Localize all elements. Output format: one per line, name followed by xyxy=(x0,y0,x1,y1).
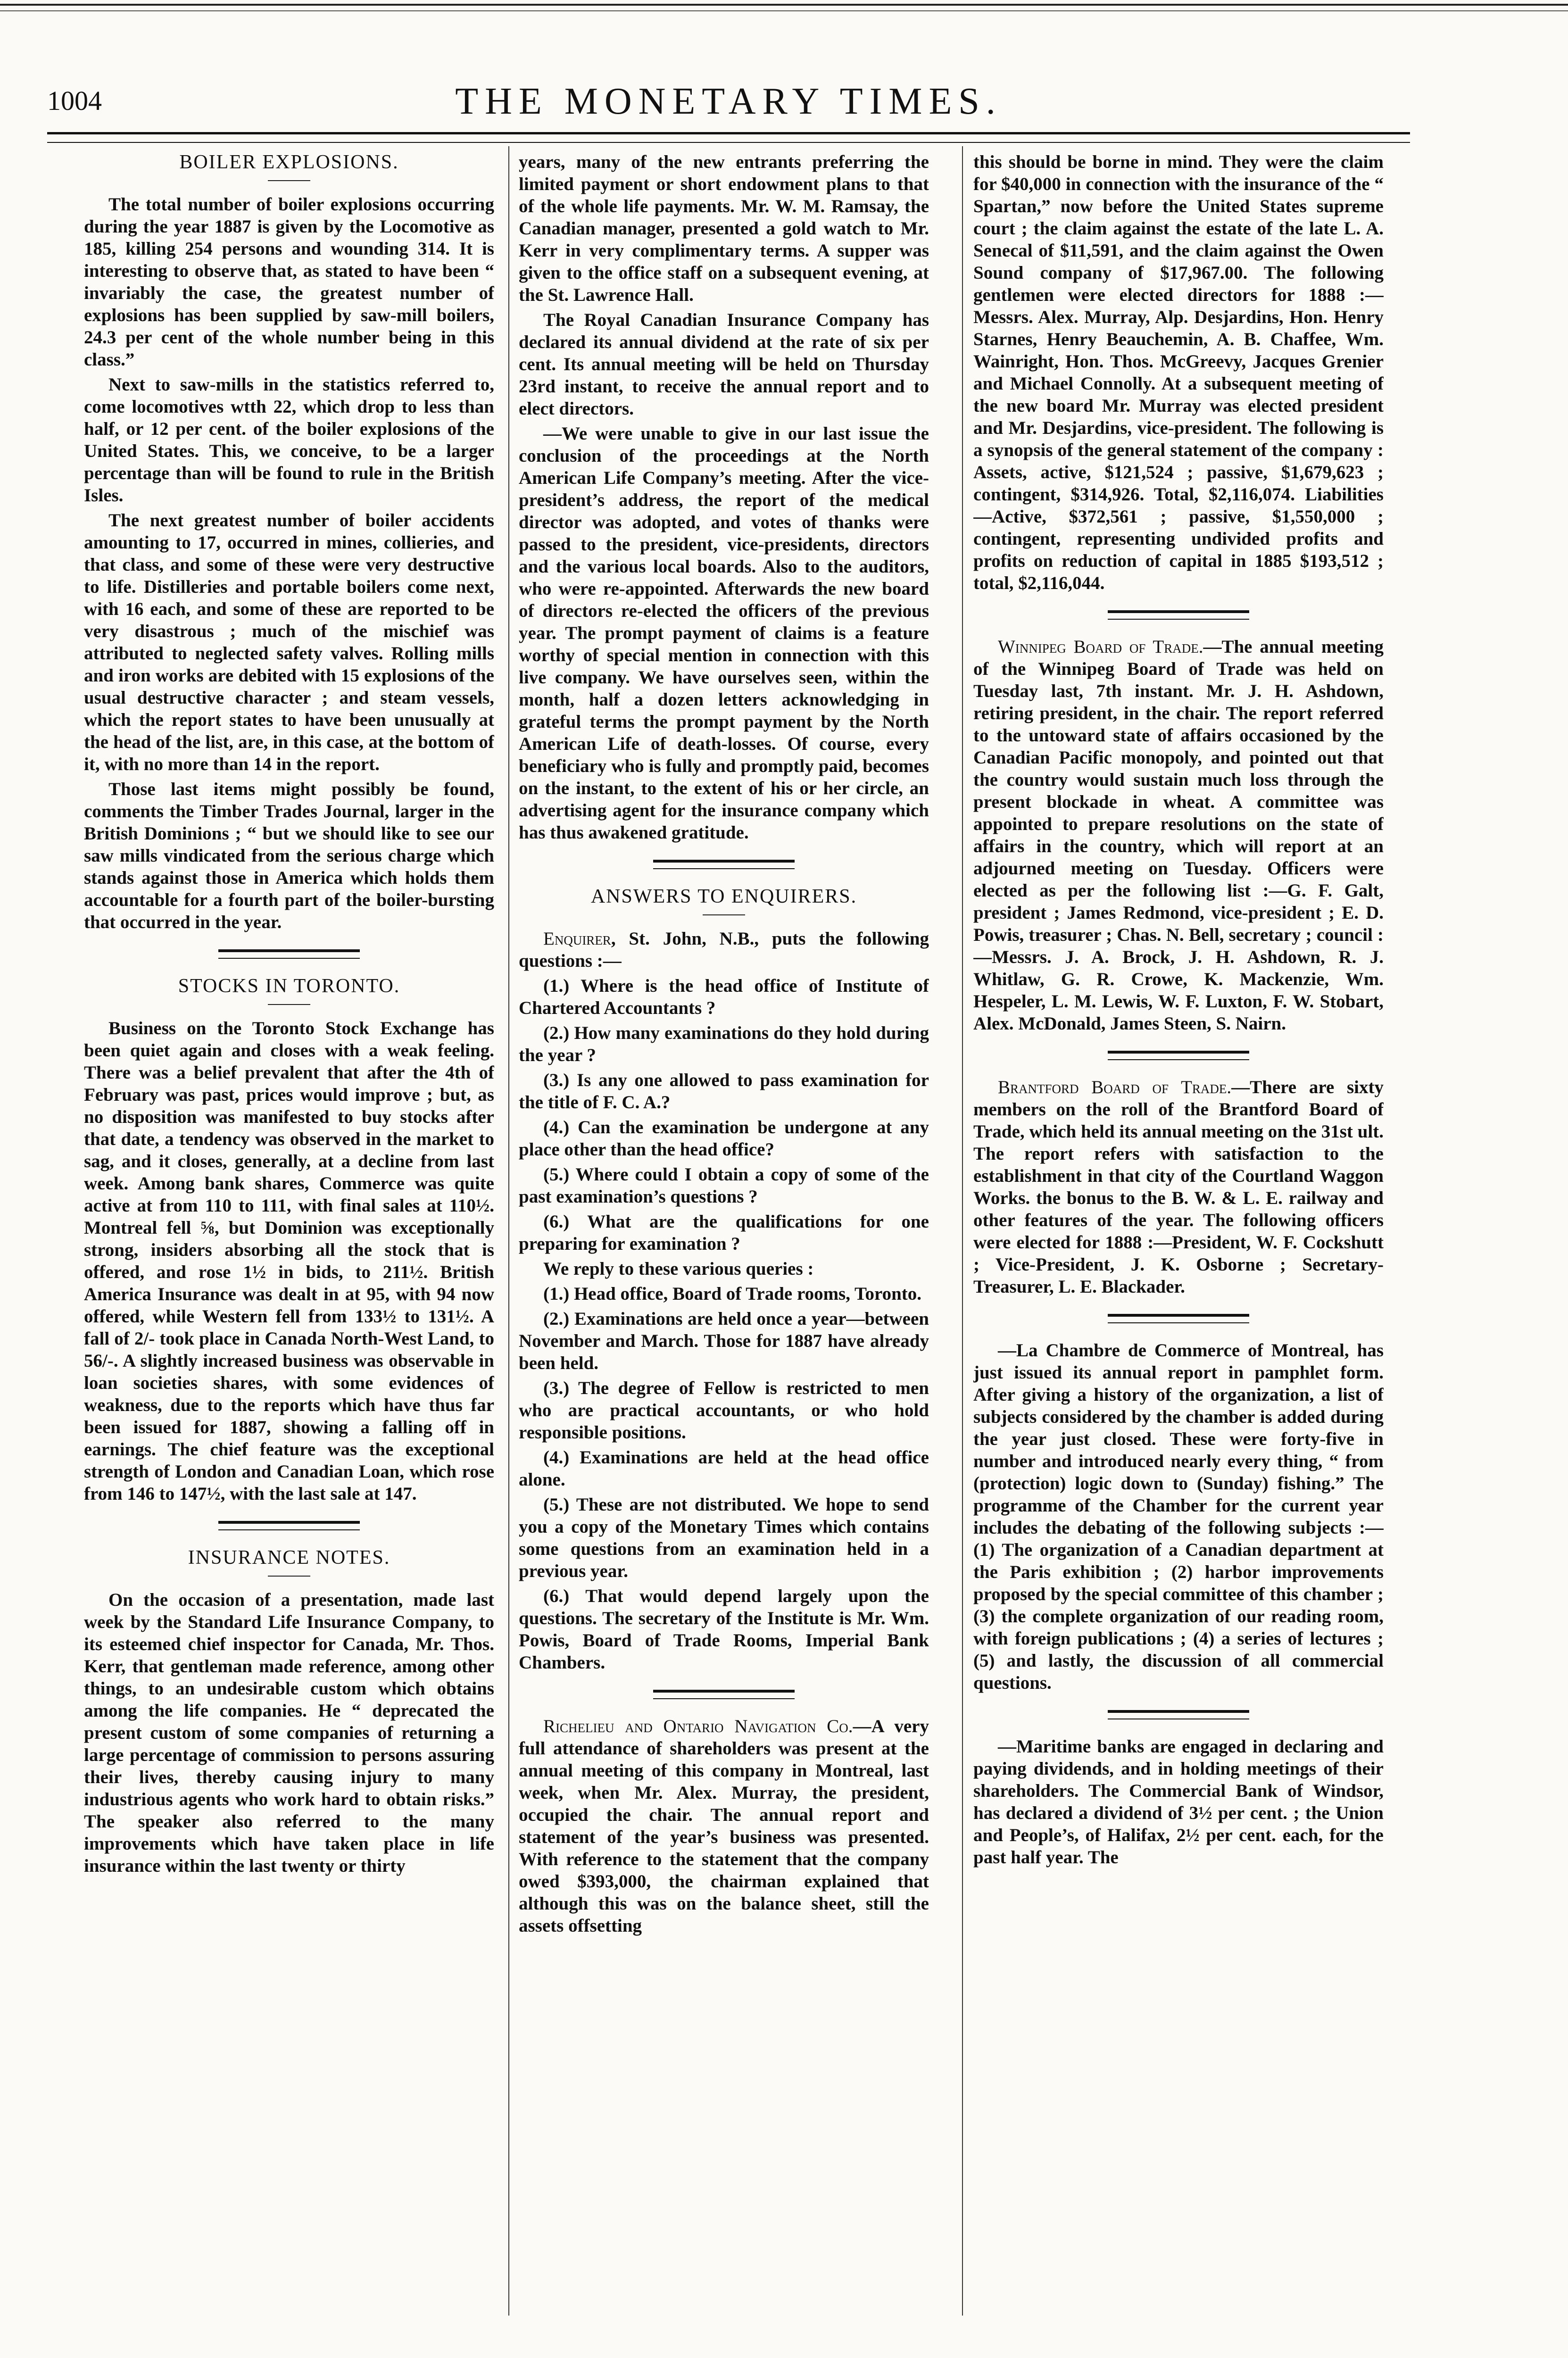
paragraph: years, many of the new entrants preferring the limited payment or short endowment plans to that of the whole life payments. Mr. W. M. Ramsay, the Canadian manager, presented a gold watch to Mr. Kerr in very complimentary terms. A supper was given to the office staff on a subsequent evening, at the St. Lawrence Hall. xyxy=(519,152,929,305)
reply-intro: We reply to these various queries : xyxy=(543,1259,814,1279)
column-1 xyxy=(84,151,494,2339)
column-2 xyxy=(519,151,929,2339)
article-text: —A very full attendance of shareholders was present at the annual meeting of this company in Montreal, last week, when Mr. Alex. Murray, the president, occupied the chair. The annual report and statement of the year’s business was presented. With reference to the statement that the company owed $393,000, the chairman explained that although this was on the balance sheet, still the assets offsetting xyxy=(519,1716,929,1936)
article-text: —The annual meeting of the Winnipeg Board of Trade was held on Tuesday last, 7th instant. Mr. J. H. Ashdown, retiring president, in the chair. The report referred to the untoward state of affairs occasioned by the Canadian Pacific monopoly, and pointed out that the country would sustain much loss through the present blockade in wheat. A committee was appointed to prepare resolutions on the state of affairs in the country, which will report at an adjourned meeting on Tuesday. Officers were elected as per the following list :—G. F. Galt, president ; James Redmond, vice-president ; E. D. Powis, treasurer ; Chas. N. Bell, secretary ; council : —Messrs. J. A. Brock, J. H. Ashdown, R. J. Whitlaw, G. R. Crowe, K. Mackenzie, Wm. Hespeler, L. M. Lewis, W. F. Luxton, F. W. Stobart, Alex. McDonald, James Steen, S. Nairn. xyxy=(973,637,1384,1034)
article-title: BOILER EXPLOSIONS. xyxy=(179,151,399,173)
paragraph: Next to saw-mills in the statistics referred to, come locomotives wtth 22, which drop to less than half, or 12 per cent. of the boiler explosions of the United States. This, we conceive, to be a larger percentage than will be found to rule in the British Isles. xyxy=(84,374,494,506)
article-title: ANSWERS TO ENQUIRERS. xyxy=(590,886,857,907)
header-rule xyxy=(47,132,1410,143)
enquirer-text: , St. John, N.B., puts the following questions :— xyxy=(519,929,929,971)
top-border-rule xyxy=(0,0,1568,22)
article-title: INSURANCE NOTES. xyxy=(188,1547,390,1569)
article-insurance-notes xyxy=(84,1546,494,1877)
article-lead: Winnipeg Board of Trade. xyxy=(998,637,1203,657)
section-separator xyxy=(1108,1710,1249,1719)
paragraph: this should be borne in mind. They were the claim for $40,000 in connection with the insurance of the “ Spartan,” now before the United States supreme court ; the claim against the estate of the late L. A. Senecal of $11,591, and the claim against the Owen Sound company of $17,967.00. The following gentlemen were elected directors for 1888 :—Messrs. Alex. Murray, Alp. Desjardins, Hon. Henry Starnes, Henry Beauchemin, A. B. Chaffee, Wm. Wainright, Hon. Thos. McGreevy, Jacques Grenier and Michael Connolly. At a subsequent meeting of the new board Mr. Murray was elected president and Mr. Desjardins, vice-president. The following is a synopsis of the general statement of the company : Assets, active, $121,524 ; passive, $1,679,623 ; contingent, $314,926. Total, $2,116,074. Liabilities —Active, $372,561 ; passive, $1,550,000 ; contingent, representing undivided profits and profits on reduction of capital in 1885 $193,512 ; total, $2,116,044. xyxy=(973,152,1384,593)
section-separator xyxy=(218,1521,360,1530)
article-chambre-de-commerce: —La Chambre de Commerce of Montreal, has just issued its annual report in pamphlet form. After giving a history of the organization, a list of subjects considered by the chamber is added during the year just closed. These were forty-five in number and introduced nearly every thing, “ from (protection) logic down to (Sunday) fishing.” The programme of the Chamber for the current year includes the debating of the following subjects :—(1) The organization of a Canadian department at the Paris exhibition ; (2) harbor improvements proposed by the special committee of this chamber ; (3) the complete organization of our reading room, with foreign publications ; (4) a series of lectures ; (5) and lastly, the discussion of all commercial questions. xyxy=(973,1340,1384,1693)
question-item: (2.) How many examinations do they hold during the year ? xyxy=(519,1023,929,1065)
article-stocks-in-toronto xyxy=(84,975,494,1505)
title-rule xyxy=(703,914,745,915)
column-3 xyxy=(973,151,1384,2339)
masthead-title: THE MONETARY TIMES. xyxy=(455,81,1002,122)
question-item: (3.) Is any one allowed to pass examination for the title of F. C. A.? xyxy=(519,1070,929,1113)
article-lead: Brantford Board of Trade. xyxy=(998,1077,1232,1097)
section-separator xyxy=(1108,1051,1249,1060)
enquirer-name: Enquirer xyxy=(543,929,611,949)
article-winnipeg-board xyxy=(973,636,1384,1035)
page-number: 1004 xyxy=(47,85,102,116)
article-richelieu xyxy=(519,1715,929,1937)
paragraph: The next greatest number of boiler accidents amounting to 17, occurred in mines, collieries, and that class, and some of these were very destructive to life. Distilleries and portable boilers come next, with 16 each, and some of these are reported to be very disastrous ; much of the mischief was attributed to neglected safety valves. Rolling mills and iron works are debited with 15 explosions of the usual destructive character ; and steam vessels, which the report states to have been unusually at the head of the list, are, in this case, at the bottom of it, with no more than 14 in the report. xyxy=(84,510,494,774)
title-rule xyxy=(268,180,310,181)
page-header xyxy=(47,80,1410,132)
section-separator xyxy=(653,1690,795,1699)
paragraph: The Royal Canadian Insurance Company has declared its annual dividend at the rate of six per cent. Its annual meeting will be held on Thursday 23rd instant, to receive the annual report and to elect directors. xyxy=(519,310,929,419)
article-brantford-board xyxy=(973,1076,1384,1298)
article-title: STOCKS IN TORONTO. xyxy=(178,975,400,997)
answer-item: (3.) The degree of Fellow is restricted to men who are practical accountants, or who hold responsible positions. xyxy=(519,1378,929,1443)
question-item: (1.) Where is the head office of Institute of Chartered Accountants ? xyxy=(519,976,929,1018)
answer-item: (1.) Head office, Board of Trade rooms, Toronto. xyxy=(543,1284,921,1304)
question-item: (4.) Can the examination be undergone at any place other than the head office? xyxy=(519,1117,929,1160)
article-text: —There are sixty members on the roll of the Brantford Board of Trade, which held its annual meeting on the 31st ult. The report refers with satisfaction to the establishment in that city of the Courtland Waggon Works. the bonus to the B. W. & L. E. railway and other features of the year. The following officers were elected for 1888 :—President, W. F. Cockshutt ; Vice-President, J. K. Osborne ; Secretary-Treasurer, L. E. Blackader. xyxy=(973,1077,1384,1297)
section-separator xyxy=(1108,610,1249,620)
column-divider xyxy=(508,146,509,2316)
article-answers-to-enquirers xyxy=(519,885,929,1674)
paragraph: —We were unable to give in our last issue the conclusion of the proceedings at the North American Life Company’s meeting. After the vice-president’s address, the report of the medical director was adopted, and votes of thanks were passed to the president, vice-presidents, directors and the various local boards. Also to the auditors, who were re-appointed. Afterwards the new board of directors re-elected the officers of the previous year. The prompt payment of claims is a feature worthy of special mention in connection with this live company. We have ourselves seen, within the month, half a dozen letters acknowledging in grateful terms the prompt payment by the North American Life of death-losses. Of course, every beneficiary who is fully and promptly paid, becomes on the instant, to the extent of his or her circle, an advertising agent for the insurance company which has thus awakened gratitude. xyxy=(519,423,929,843)
paragraph: Business on the Toronto Stock Exchange has been quiet again and closes with a weak feeling. There was a belief prevalent that after the 4th of February was past, prices would improve ; but, as no disposition was manifested to buy stocks after that date, a tendency was observed in the market to sag, and it closes, generally, at a decline from last week. Among bank shares, Commerce was quite active at from 110 to 111, with final sales at 110½. Montreal fell ⅝, but Dominion was exceptionally strong, insiders absorbing all the stock that is offered, and rose 1½ in bids, to 211½. British America Insurance was dealt in at 95, with 94 now offered, while Western fell from 133½ to 131½. A fall of 2/- took place in Canada North-West Land, to 56/-. A slightly increased business was observable in loan societies shares, with some evidences of weakness, due to the reports which have thus far been issued for 1887, showing a falling off in earnings. The chief feature was the exceptional strength of London and Canadian Loan, which rose from 146 to 147½, with the last sale at 147. xyxy=(84,1018,494,1504)
question-item: (6.) What are the qualifications for one preparing for examination ? xyxy=(519,1212,929,1254)
article-boiler-explosions xyxy=(84,151,494,933)
article-lead: Richelieu and Ontario Navigation Co. xyxy=(543,1716,853,1736)
answer-item: (2.) Examinations are held once a year—between November and March. Those for 1887 have already been held. xyxy=(519,1309,929,1373)
column-divider xyxy=(962,146,963,2316)
answer-item: (6.) That would depend largely upon the questions. The secretary of the Institute is Mr. Wm. Powis, Board of Trade Rooms, Imperial Bank Chambers. xyxy=(519,1586,929,1673)
title-rule xyxy=(268,1576,310,1577)
section-separator xyxy=(1108,1314,1249,1323)
section-separator xyxy=(218,949,360,959)
title-rule xyxy=(268,1004,310,1005)
section-separator xyxy=(653,860,795,869)
paragraph: On the occasion of a presentation, made last week by the Standard Life Insurance Company, to its esteemed chief inspector for Canada, Mr. Thos. Kerr, that gentleman made reference, among other things, to an undesirable custom which obtains among the life companies. He “ deprecated the present custom of some companies of returning a large percentage of commission to persons assuring their lives, thereby causing injury to many industrious agents who work hard to obtain risks.” The speaker also referred to the many improvements which have taken place in life insurance within the last twenty or thirty xyxy=(84,1590,494,1876)
paragraph: Those last items might possibly be found, comments the Timber Trades Journal, larger in the British Dominions ; “ but we should like to see our saw mills vindicated from the serious charge which stands against those in America which holds them accountable for a fourth part of the boiler-bursting that occurred in the year. xyxy=(84,779,494,932)
paragraph: The total number of boiler explosions occurring during the year 1887 is given by the Locomotive as 185, killing 254 persons and wounding 314. It is interesting to observe that, as stated to have been “ invariably the case, the greatest number of explosions has been supplied by saw-mill boilers, 24.3 per cent of the whole number being in this class.” xyxy=(84,194,494,370)
paragraph xyxy=(519,928,929,972)
answer-item: (4.) Examinations are held at the head office alone. xyxy=(519,1447,929,1490)
article-maritime-banks: —Maritime banks are engaged in declaring and paying dividends, and in holding meetings of their shareholders. The Commercial Bank of Windsor, has declared a dividend of 3½ per cent. ; the Union and People’s, of Halifax, 2½ per cent. each, for the past half year. The xyxy=(973,1736,1384,1868)
question-item: (5.) Where could I obtain a copy of some of the past examination’s questions ? xyxy=(519,1164,929,1207)
answer-item: (5.) These are not distributed. We hope to send you a copy of the Monetary Times which contains some questions from an examination held in a previous year. xyxy=(519,1495,929,1581)
